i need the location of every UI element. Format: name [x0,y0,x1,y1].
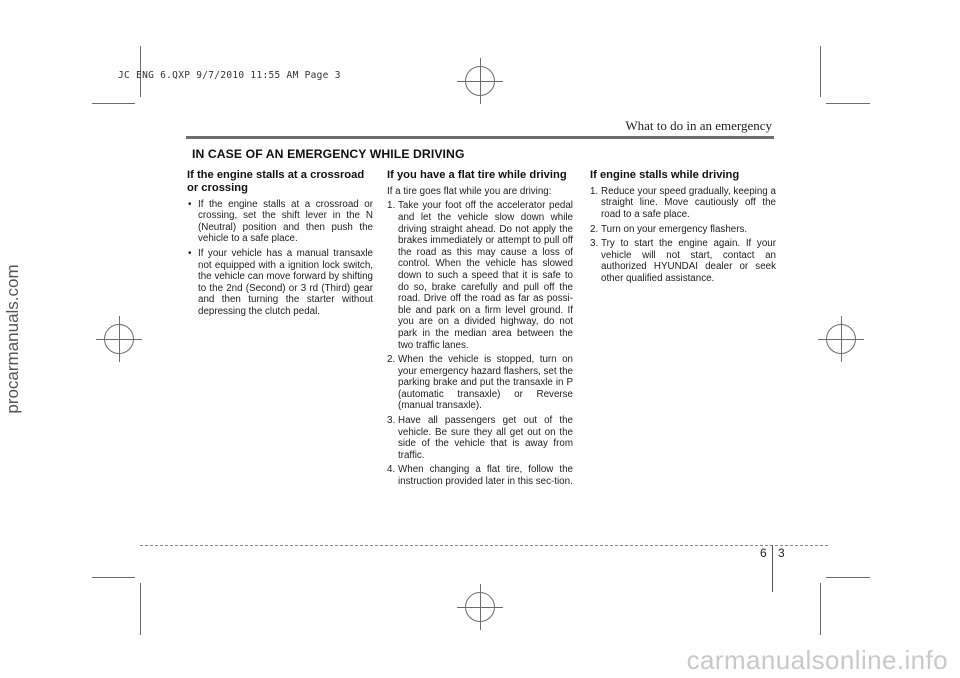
page-number: 3 [778,546,785,560]
list-item [590,186,776,221]
registration-mark [826,324,856,354]
step-number: 3. [590,238,599,250]
step-text: Reduce your speed gradually, keeping a straight line. Move cautiously off the road to a safe place. [601,185,776,220]
header-rule [186,136,774,139]
step-number: 2. [590,223,599,235]
col2-heading: If you have a flat tire while driving [387,169,567,181]
column-engine-stall-crossroad [187,169,373,321]
registration-mark [465,66,495,96]
crop-mark [820,583,821,635]
step-text: Have all passengers get out of the vehicle. Be sure they all get out on the side of the vehicle that is away from traffic. [398,415,573,461]
step-number: 1. [387,200,396,212]
side-watermark-text: procarmanuals.com [3,264,22,414]
column-flat-tire [387,169,573,491]
col3-step-list [590,186,776,285]
col2-step-list [387,200,573,487]
list-item [590,224,776,236]
step-text: Try to start the engine again. If your vehicle will not start, contact an authorized HYUNDAI dealer or seek other qualified assistance. [601,238,776,284]
footer-rule [140,545,828,546]
col1-bullet-list [187,199,373,318]
step-text: When the vehicle is stopped, turn on your emergency hazard flashers, set the parking brake and put the transaxle in P (automatic transaxle) or Reverse (manual transaxle). [398,354,573,412]
print-slug: JC ENG 6.QXP 9/7/2010 11:55 AM Page 3 [118,70,341,81]
registration-mark [104,324,134,354]
column-engine-stall-driving [590,169,776,288]
registration-mark [465,592,495,622]
step-text: When changing a flat tire, follow the instruction provided later in this sec-tion. [398,464,573,488]
page-number-separator [772,545,773,592]
crop-mark [826,103,870,104]
col1-heading: If the engine stalls at a crossroad or crossing [187,169,365,194]
list-item [387,415,573,461]
col2-intro: If a tire goes flat while you are driving: [387,185,552,197]
crop-mark [92,103,135,104]
list-item [387,200,573,351]
step-text: Take your foot off the accelerator pedal and let the vehicle slow down while driving straight ahead. Do not apply the brakes immediately or attempt to pull off the road as this may cause a loss of control. When the vehicle has slowed down to such a speed that it is safe to do so, brake carefully and pull off the road. Drive off the road as far as possi-ble and park on a firm level ground. If you are on a divided highway, do not park in the median area between the two traffic lanes. [398,200,573,351]
step-number: 3. [387,415,396,427]
step-number: 2. [387,354,396,366]
section-title: IN CASE OF AN EMERGENCY WHILE DRIVING [192,147,465,161]
step-number: 1. [590,185,599,197]
list-item [387,464,573,487]
list-item: • If your vehicle has a manual transaxle not equipped with a ignition lock switch, the vehicle can move forward by shifting to the 2nd (Second) or 3 rd (Third) gear and then turning the starter without depressing the clutch pedal. [187,248,373,318]
step-number: 4. [387,464,396,476]
crop-mark [820,46,821,97]
page-chapter-number: 6 [760,546,767,560]
side-watermark [0,0,26,678]
crop-mark [92,577,135,578]
footer-watermark: carmanualsonline.info [686,645,948,675]
list-item [387,354,573,412]
list-item: • If the engine stalls at a crossroad or crossing, set the shift lever in the N (Neutral) position and then push the vehicle to a safe place. [187,199,373,245]
col3-heading: If engine stalls while driving [590,169,740,181]
step-text: Turn on your emergency flashers. [601,223,748,235]
list-item [590,238,776,284]
crop-mark [826,577,870,578]
crop-mark [140,583,141,635]
chapter-title: What to do in an emergency [625,118,772,133]
